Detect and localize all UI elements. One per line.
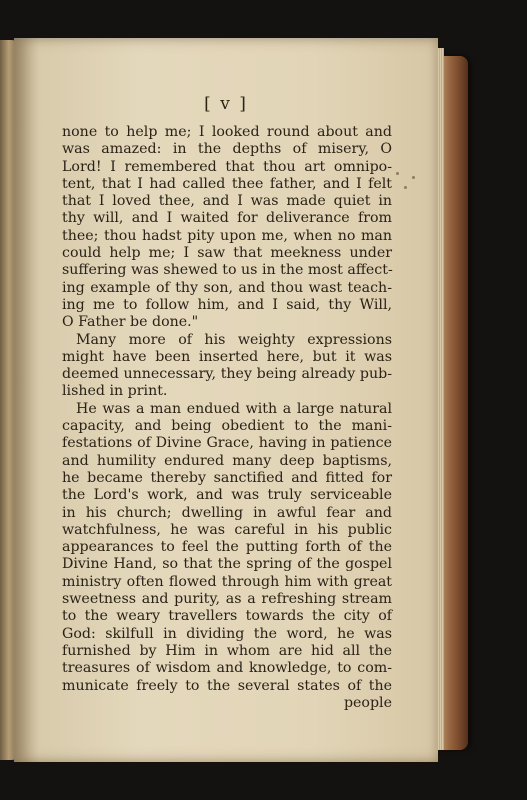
text-line: ing me to follow him, and I said, thy Will, [62,296,392,313]
text-line: sweetness and purity, as a refreshing stream [62,591,392,608]
ink-spot [404,186,407,189]
text-line: He was a man endued with a large natural [76,400,392,417]
catchword: people [343,694,392,711]
text-line: that I loved thee, and I was made quiet in [62,193,392,210]
text-line: to the weary travellers towards the city of [62,608,392,625]
text-line: deemed unnecessary, they being already pub- [62,366,392,383]
text-line: ministry often flowed through him with great [62,573,392,590]
text-line: lished in print. [62,383,168,400]
text-line: and humility endured many deep baptisms, [62,452,392,469]
ink-spot [396,172,399,175]
text-line: municate freely to the several states of the [62,677,392,694]
book-page [14,38,438,762]
text-line: Many more of his weighty expressions [76,331,392,348]
text-line: might have been inserted here, but it was [62,348,392,365]
text-line: was amazed: in the depths of misery, O [62,141,392,158]
text-line: treasures of wisdom and knowledge, to com- [62,660,392,677]
text-line: Lord! I remembered that thou art omnipo- [62,158,392,175]
text-line: Divine Hand, so that the spring of the gospel [62,556,392,573]
text-line: appearances to feel the putting forth of the [62,539,392,556]
text-line: in his church; dwelling in awful fear and [62,504,392,521]
page-body [62,124,392,712]
text-line: furnished by Him in whom are hid all the [62,642,392,659]
text-line: ing example of thy son, and thou wast teach- [62,279,392,296]
text-line: thee; thou hadst pity upon me, when no man [62,227,392,244]
text-line: the Lord's work, and was truly serviceable [62,487,392,504]
text-line: thy will, and I waited for deliverance from [62,210,392,227]
text-line: watchfulness, he was careful in his public [62,521,392,538]
text-line: suffering was shewed to us in the most affect- [62,262,393,279]
text-line: God: skilfull in dividing the word, he was [62,625,392,642]
text-line: capacity, and being obedient to the mani- [62,418,392,435]
ink-spot [412,176,415,179]
text-line: O Father be done." [62,314,199,331]
text-line: festations of Divine Grace, having in patience [62,435,392,452]
page-number: [ v ] [204,94,248,114]
text-line: he became thereby sanctified and fitted for [62,469,392,486]
text-line: tent, that I had called thee father, and I felt [62,175,392,192]
text-line: could help me; I saw that meekness under [62,245,392,262]
text-line: none to help me; I looked round about and [62,124,392,140]
